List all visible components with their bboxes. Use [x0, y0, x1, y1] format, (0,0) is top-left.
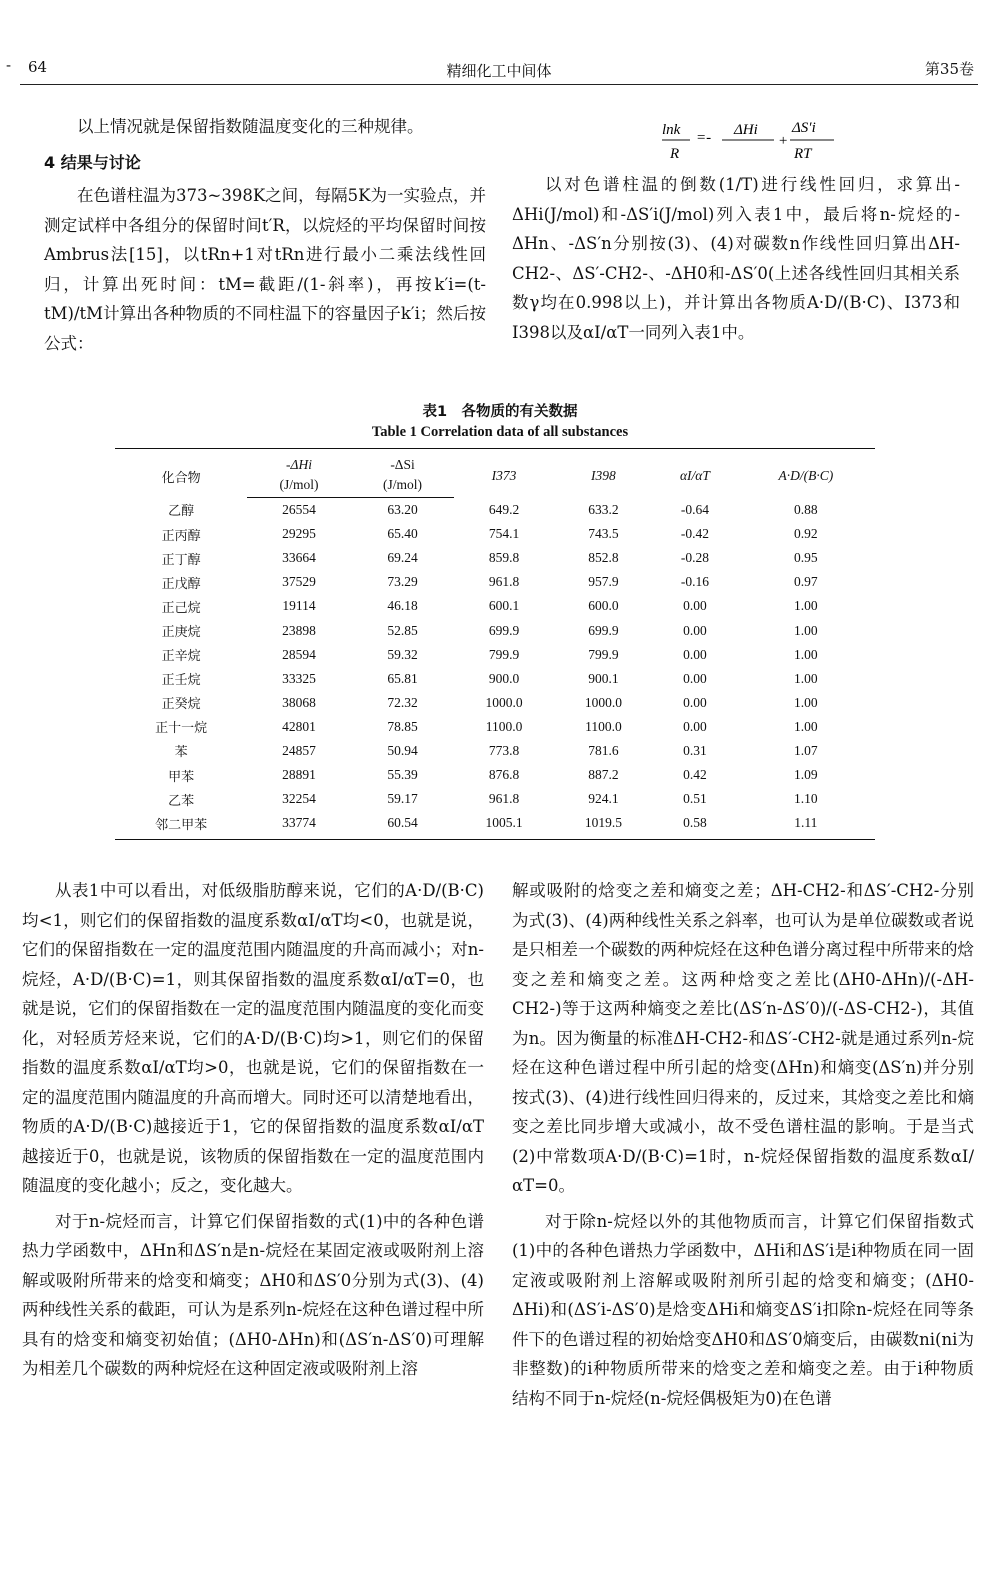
- paragraph-discussion-2: 对于n-烷烃而言，计算它们保留指数的式(1)中的各种色谱热力学函数中，ΔHn和ΔS′n是n-烷烃在某固定液或吸附剂上溶解或吸附所带来的焓变和熵变；ΔH0和ΔS′0分别为式(3)、(4)两种线性关系的截距，可认为是系列n-烷烃在这种色谱过程中所具有的焓变和熵变初始值；(ΔH0-ΔHn)和(ΔS′n-ΔS′0)可理解为相差几个碳数的两种烷烃在这种固定液或吸附剂上溶: [22, 1211, 484, 1378]
- paragraph-discussion-4: 对于除n-烷烃以外的其他物质而言，计算它们保留指数式(1)中的各种色谱热力学函数中，ΔHi和ΔS′i是i种物质在同一固定液或吸附剂上溶解或吸附剂所引起的焓变和熵变；(ΔH0-ΔHi)和(ΔS′i-ΔS′0)是焓变ΔHi和熵变ΔS′i扣除n-烷烃在同等条件下的色谱过程的初始焓变ΔH0和ΔS′0熵变后，由碳数ni(ni为非整数)的i种物质所带来的焓变之差和熵变之差。由于i种物质结构不同于n-烷烃(n-烷烃偶极矩为0)在色谱: [512, 1211, 974, 1408]
- cell-dh: 33774: [247, 811, 351, 840]
- col-i398: I398: [554, 449, 653, 498]
- cell-ratio: 1.00: [794, 670, 818, 686]
- cell-ds: 60.54: [351, 811, 455, 840]
- cell-name: 苯: [174, 745, 188, 761]
- cell-i373: 600.1: [488, 598, 520, 614]
- cell-name: 正丁醇: [161, 552, 201, 568]
- cell-ds: 52.85: [387, 622, 418, 638]
- cell-name: 正辛烷: [161, 649, 201, 665]
- margin-mark: -: [6, 56, 12, 74]
- cell-dh: 19114: [282, 598, 316, 614]
- top-left-column: [44, 112, 486, 358]
- cell-ds: 69.24: [387, 550, 418, 566]
- table-row: [115, 546, 875, 570]
- table-row: [115, 667, 875, 691]
- cell-name: 乙醇: [168, 504, 195, 520]
- paragraph-discussion-1: 从表1中可以看出，对低级脂肪醇来说，它们的A·D/(B·C)均<1，则它们的保留指数的温度系数αI/αT均<0，也就是说，它们的保留指数在一定的温度范围内随温度的升高而减小；对n-烷烃，A·D/(B·C)=1，则其保留指数的温度系数αI/αT=0，也就是说，它们的保留指数在一定的温度范围内随温度的变化而变化，对轻质芳烃来说，它们的A·D/(B·C)均>1，则它们的保留指数的温度系数αI/αT均>0，也就是说，它们的保留指数在一定的温度范围内随温度的升高而增大。同时还可以清楚地看出，物质的A·D/(B·C)越接近于1，它的保留指数的温度系数αI/αT越接近于0，也就是说，该物质的保留指数在一定的温度范围内随温度的变化越小；反之，变化越大。: [22, 881, 484, 1195]
- cell-coef: 0.00: [683, 646, 707, 662]
- cell-ratio: 1.09: [794, 767, 818, 783]
- eq-den1: R: [670, 146, 680, 162]
- table-row: [115, 618, 875, 642]
- cell-name: 正壬烷: [161, 673, 201, 689]
- header-rule: [20, 84, 978, 85]
- cell-dh: 24857: [282, 742, 316, 758]
- cell-ratio: 1.10: [794, 791, 818, 807]
- volume-label: 第35卷: [924, 60, 974, 78]
- cell-i373: 649.2: [488, 501, 520, 517]
- cell-i398: 1019.5: [554, 811, 653, 840]
- paragraph-method: 在色谱柱温为373~398K之间，每隔5K为一实验点，并测定试样中各组分的保留时间t′R，以烷烃的平均保留时间按Ambrus法[15]，以tRn+1对tRn进行最小二乘法线性回归，计算出死时间：tM=截距/(1-斜率)，再按k′i=(t-tM)/tM计算出各种物质的不同柱温下的容量因子k′i；然后按公式：: [44, 186, 486, 353]
- cell-i398: 699.9: [588, 622, 619, 638]
- cell-i398: 633.2: [588, 501, 619, 517]
- cell-i398: 600.0: [588, 598, 619, 614]
- cell-name: 正十一烷: [155, 721, 208, 737]
- cell-i398: 887.2: [588, 767, 619, 783]
- cell-ratio: 0.97: [794, 574, 818, 590]
- cell-i373: 961.8: [488, 574, 520, 590]
- cell-ratio: 1.07: [794, 742, 818, 758]
- cell-coef: 0.42: [683, 767, 707, 783]
- svg-text:+: +: [778, 133, 789, 149]
- cell-ds: 46.18: [387, 598, 418, 614]
- cell-coef: -0.64: [680, 501, 709, 517]
- cell-i398: 743.5: [588, 526, 619, 542]
- cell-ds: 59.17: [387, 791, 418, 807]
- cell-coef: 0.00: [683, 718, 707, 734]
- cell-i373: 1100.0: [485, 718, 523, 734]
- bottom-right-column: [512, 876, 974, 1413]
- cell-ratio: 1.00: [794, 622, 818, 638]
- cell-i398: 799.9: [588, 646, 619, 662]
- cell-dh: 23898: [282, 622, 316, 638]
- table-row: [115, 522, 875, 546]
- cell-coef: 0.51: [683, 791, 707, 807]
- cell-coef: 0.00: [683, 670, 707, 686]
- cell-i373: 1005.1: [454, 811, 553, 840]
- cell-ds: 65.81: [387, 670, 418, 686]
- col-ds: -ΔSi: [351, 449, 455, 476]
- table-row: [115, 498, 875, 523]
- table-row: [115, 715, 875, 739]
- cell-ds: 78.85: [387, 718, 418, 734]
- col-i373: I373: [454, 449, 553, 498]
- data-table: [115, 448, 875, 840]
- table-row: [115, 691, 875, 715]
- cell-coef: 0.58: [653, 811, 737, 840]
- cell-i398: 1000.0: [584, 694, 622, 710]
- cell-dh: 38068: [282, 694, 316, 710]
- table-row: [115, 763, 875, 787]
- section-heading: 4 结果与讨论: [44, 152, 141, 172]
- cell-ds: 73.29: [387, 574, 418, 590]
- eq-lhs: lnk: [662, 122, 681, 138]
- cell-dh: 28891: [282, 767, 316, 783]
- svg-text:=-: =-: [696, 130, 712, 146]
- cell-coef: -0.16: [680, 574, 709, 590]
- col-dh-unit: (J/mol): [247, 475, 351, 498]
- col-compound: 化合物: [115, 449, 247, 498]
- page-number: 64: [28, 58, 48, 76]
- journal-title: 精细化工中间体: [446, 62, 552, 80]
- cell-ratio: 0.92: [794, 526, 818, 542]
- cell-i373: 961.8: [488, 791, 520, 807]
- table-caption-cn: 表1 各物质的有关数据: [422, 404, 578, 420]
- cell-coef: 0.00: [683, 598, 707, 614]
- cell-i398: 900.1: [588, 670, 619, 686]
- cell-name: 正戊醇: [161, 576, 201, 592]
- cell-ds: 65.40: [387, 526, 418, 542]
- table-caption-en: Table 1 Correlation data of all substances: [371, 424, 629, 440]
- cell-coef: -0.42: [680, 526, 709, 542]
- cell-coef: 0.31: [683, 742, 707, 758]
- cell-dh: 33325: [282, 670, 316, 686]
- eq-num1: ΔHi: [734, 122, 758, 138]
- cell-ratio: 1.00: [794, 718, 818, 734]
- table-row: [115, 787, 875, 811]
- top-right-column: [512, 112, 960, 347]
- cell-i373: 900.0: [488, 670, 520, 686]
- cell-dh: 29295: [282, 526, 316, 542]
- cell-ds: 50.94: [387, 742, 418, 758]
- eq-num2: ΔS′i: [792, 120, 816, 136]
- paragraph-regression: 以对色谱柱温的倒数(1/T)进行线性回归，求算出-ΔHi(J/mol)和-ΔS′i(J/mol)列入表1中，最后将n-烷烃的-ΔHn、-ΔS′n分别按(3)、(4)对碳数n作线性回归算出ΔH-CH2-、ΔS′-CH2-、-ΔH0和-ΔS′0(上述各线性回归其相关系数γ均在0.998以上)，并计算出各物质A·D/(B·C)、I373和I398以及αI/αT一同列入表1中。: [512, 175, 960, 342]
- page-header: [6, 56, 978, 86]
- cell-i398: 1100.0: [585, 718, 622, 734]
- cell-dh: 32254: [282, 791, 316, 807]
- cell-ratio: 1.00: [794, 694, 818, 710]
- cell-name: 乙苯: [168, 793, 195, 809]
- cell-name: 正庚烷: [161, 625, 201, 641]
- cell-i373: 859.8: [488, 550, 520, 566]
- table-row: [115, 643, 875, 667]
- cell-i373: 773.8: [488, 742, 520, 758]
- cell-i373: 1000.0: [485, 694, 523, 710]
- cell-ds: 55.39: [387, 767, 418, 783]
- paragraph-summary: 以上情况就是保留指数随温度变化的三种规律。: [77, 117, 424, 136]
- cell-name: 正癸烷: [161, 697, 201, 713]
- cell-ratio: 1.11: [737, 811, 875, 840]
- cell-name: 邻二甲苯: [115, 811, 247, 840]
- cell-i373: 876.8: [488, 767, 520, 783]
- col-coef: αI/αT: [653, 449, 737, 498]
- cell-coef: 0.00: [683, 694, 707, 710]
- paragraph-discussion-3: 解或吸附的焓变之差和熵变之差；ΔH-CH2-和ΔS′-CH2-分别为式(3)、(4)两种线性关系之斜率，也可认为是单位碳数或者说是只相差一个碳数的两种烷烃在这种色谱分离过程中所带来的焓变之差和熵变之差。这两种焓变之差比(ΔH0-ΔHn)/(-ΔH-CH2-)等于这两种熵变之差比(ΔS′n-ΔS′0)/(-ΔS-CH2-)，其值为n。因为衡量的标准ΔH-CH2-和ΔS′-CH2-就是通过系列n-烷烃在这种色谱过程中所引起的焓变(ΔHn)和熵变(ΔS′n)并分别按式(3)、(4)进行线性回归得来的，反过来，其焓变之差比和熵变之差比同步增大或减小，故不受色谱柱温的影响。于是当式(2)中常数项A·D/(B·C)=1时，n-烷烃保留指数的温度系数αI/αT=0。: [512, 881, 974, 1195]
- table-row: [115, 739, 875, 763]
- table-row: [115, 811, 875, 840]
- cell-dh: 28594: [282, 646, 316, 662]
- cell-i398: 852.8: [588, 550, 619, 566]
- equation-graphic: [512, 112, 960, 164]
- cell-dh: 26554: [282, 502, 316, 518]
- cell-ds: 59.32: [387, 646, 418, 662]
- cell-name: 正己烷: [161, 600, 201, 616]
- col-ds-unit: (J/mol): [351, 475, 455, 498]
- cell-i373: 699.9: [488, 622, 520, 638]
- table-row: [115, 594, 875, 618]
- cell-ratio: 1.00: [794, 598, 818, 614]
- cell-ratio: 0.95: [794, 550, 818, 566]
- col-dh: -ΔHi: [247, 449, 351, 476]
- cell-i398: 924.1: [588, 791, 619, 807]
- cell-ratio: 0.88: [794, 501, 818, 517]
- col-ratio: A·D/(B·C): [737, 449, 875, 498]
- cell-i398: 957.9: [588, 574, 619, 590]
- cell-i373: 799.9: [488, 646, 520, 662]
- cell-coef: 0.00: [683, 622, 707, 638]
- cell-ratio: 1.00: [794, 646, 818, 662]
- cell-ds: 63.20: [387, 502, 418, 518]
- cell-i398: 781.6: [588, 742, 619, 758]
- table-row: [115, 570, 875, 594]
- eq-den2: RT: [794, 146, 812, 162]
- cell-dh: 37529: [282, 574, 316, 590]
- cell-coef: -0.28: [680, 550, 709, 566]
- cell-dh: 33664: [282, 550, 316, 566]
- cell-ds: 72.32: [387, 694, 418, 710]
- cell-name: 正丙醇: [161, 528, 201, 544]
- cell-name: 甲苯: [168, 769, 195, 785]
- equation: [512, 112, 960, 164]
- bottom-left-column: [22, 876, 484, 1384]
- cell-dh: 42801: [282, 718, 316, 734]
- cell-i373: 754.1: [488, 526, 520, 542]
